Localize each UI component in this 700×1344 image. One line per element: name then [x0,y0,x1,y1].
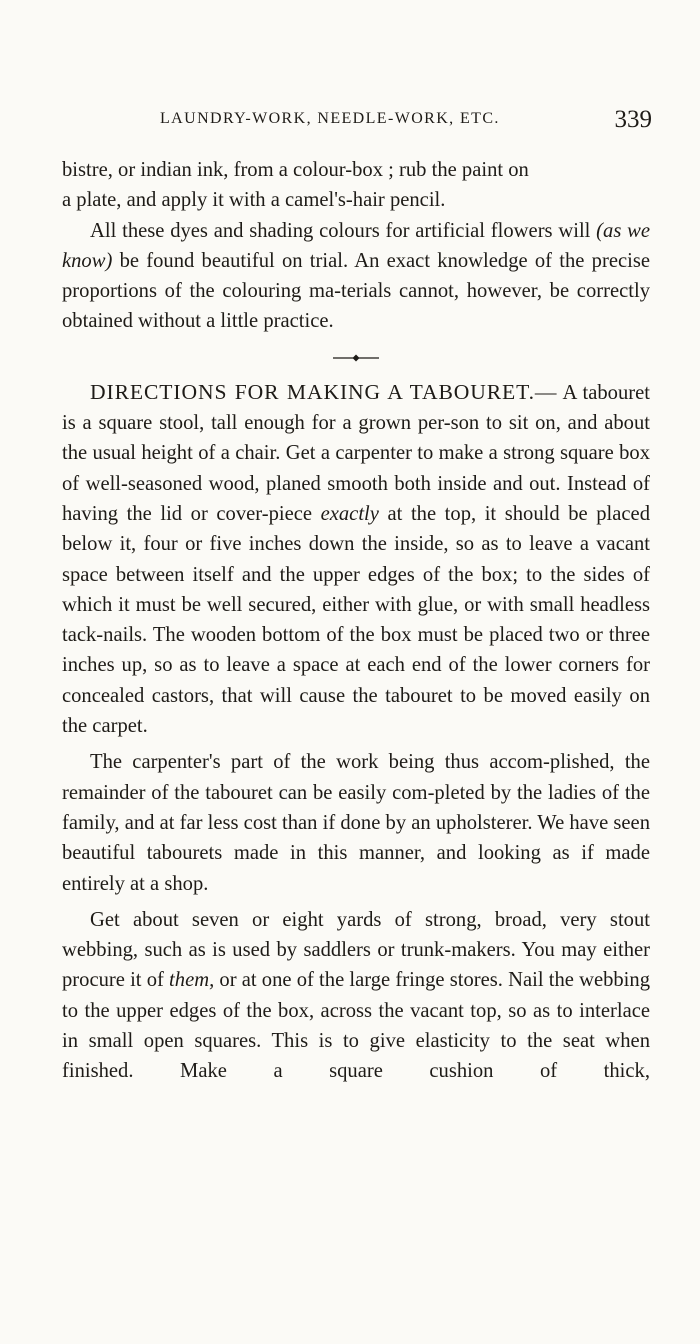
paragraph-5-text-a: Get about seven or eight yards of strong, broad, very stout webbing, such as is used by saddlers or trunk-makers. You may either procure it of [62,908,650,992]
paragraph-carpenter [62,747,650,898]
paragraph-2-italic: (as we know) [62,219,650,272]
paragraph-1-line-1: bistre, or indian ink, from a colour-box ; rub the paint on [62,159,529,181]
paragraph-1-line-2: a plate, and apply it with a camel's-hair pencil. [62,189,446,212]
running-title: LAUNDRY-WORK, NEEDLE-WORK, ETC. [160,110,500,127]
paragraph-3-text-c: at the top, it should be placed below it, four or five inches down the inside, so as to leave a vacant space between itself and the upper edges of the box; to the sides of which it must be well secured, either with glue, or with small headless tack-nails. The wooden bottom of the box must be placed two or three inches up, so as to leave a space at each end of the lower corners for concealed castors, that will cause the tabouret to be moved easily on the carpet. [62,502,650,738]
ornament-rule-icon [331,353,381,363]
paragraph-tabouret [62,377,650,742]
paragraph-5-text-c: or at one of the large fringe stores. Nail the webbing to the upper edges of the box, across the vacant top, so as to interlace in small open squares. This is to give elasticity to the seat when finished. Make a square cushion of thick, [62,969,650,1083]
section-divider [62,337,650,377]
page-number: 339 [614,106,652,133]
paragraph-4-text: The carpenter's part of the work being thus accom-plished, the remainder of the tabouret can be easily com-pleted by the ladies of the family, and at far less cost than if done by an upholsterer. We have seen beautiful tabourets made in this manner, and looking as if made entirely at a shop. [62,751,650,895]
paragraph-2-text-a: All these dyes and shading colours for artificial flowers will [90,219,597,242]
paragraph-continued [62,155,650,216]
paragraph-3-italic: exactly [320,502,379,525]
paragraph-5-italic: them, [169,969,215,992]
paragraph-2-text-c: be found beautiful on trial. An exact knowledge of the precise proportions of the colouring ma-terials cannot, however, be correctly obtained without a little practice. [62,249,650,333]
paragraph-dyes [62,216,650,337]
paragraph-webbing [62,905,650,1087]
body-text [62,155,650,1087]
running-head [90,106,652,136]
paragraph-3-text-a: A tabouret is a square stool, tall enough for a grown per-son to sit on, and about the usual height of a chair. Get a carpenter to make a strong square box of well-seasoned wood, planed smooth both inside and out. Instead of having the lid or cover-piece [62,381,650,525]
section-heading: DIRECTIONS FOR MAKING A TABOURET.— [90,379,558,404]
